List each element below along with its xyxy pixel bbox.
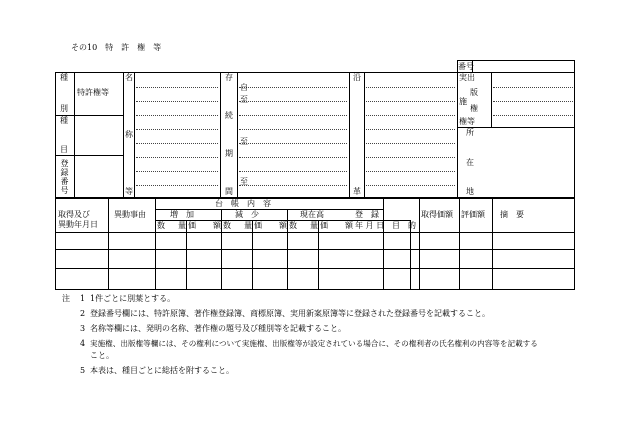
note-num: 2: [80, 309, 86, 318]
label-shumoku-2: 目: [60, 145, 68, 154]
label-ken-tou: 権等: [459, 117, 475, 126]
label-enkaku-1: 沿: [353, 73, 361, 82]
label-zouka: 増 加: [170, 210, 194, 219]
label-suu-2: 数: [223, 221, 231, 230]
label-tokkyo-ken-tou: 特許権等: [77, 88, 109, 97]
label-shi-2: 至: [240, 137, 248, 146]
label-shozaichi-1: 所: [466, 128, 474, 137]
label-ryou-3: 量: [310, 221, 318, 230]
label-ji: 自: [240, 83, 248, 92]
label-sonzoku-3: 期: [225, 149, 233, 158]
label-jisshi: 実出: [459, 73, 475, 82]
note-num: 4: [80, 339, 86, 348]
note-text-continued: こと。: [90, 351, 114, 360]
note-text: 1件ごとに別葉とする。: [90, 294, 176, 303]
top-register-section: [55, 72, 575, 198]
label-gaku-3: 額: [345, 221, 353, 230]
label-ryou-2: 量: [244, 221, 252, 230]
label-ryou-1: 量: [178, 221, 186, 230]
label-genshou: 減 少: [235, 210, 259, 219]
label-shutoku: 取得及び: [58, 210, 90, 219]
label-shutoku-kakaku: 取得価額: [421, 210, 453, 219]
number-label: 番号: [458, 62, 474, 71]
document-title: その10 特 許 権 等: [71, 43, 162, 52]
note-text: 登録番号欄には、特許原簿、著作権登録簿、商標原簿、実用新案原簿等に登録された登録番号を記載すること。: [90, 309, 490, 318]
note-num: 3: [80, 324, 86, 333]
label-kakaku-2: 価: [254, 221, 262, 230]
label-touroku: 登 録: [355, 210, 379, 219]
label-suu-1: 数: [157, 221, 165, 230]
label-shozaichi-2: 在: [466, 158, 474, 167]
label-idou-jiyuu: 異動事由: [114, 210, 146, 219]
label-sonzoku-2: 続: [225, 111, 233, 120]
note-num: 1: [80, 294, 86, 303]
label-touroku-bangou: 登録番号: [60, 159, 69, 195]
label-gaku-2: 額: [279, 221, 287, 230]
label-suu-3: 数: [289, 221, 297, 230]
label-han: 版: [470, 88, 478, 97]
label-kakaku-3: 価: [320, 221, 328, 230]
note-text: 実施権、出版権等欄には、その権利について実施権、出版権等が設定されている場合に、その権利者の氏名権利の内容等を記載する: [90, 339, 538, 348]
label-shi-ken-2: 権: [470, 104, 478, 113]
label-shi-ken-1: 施: [459, 97, 467, 106]
label-shumoku-1: 種: [60, 116, 68, 125]
label-mokuteki: 目 的: [392, 221, 416, 230]
label-hyouka-gaku: 評価額: [461, 210, 485, 219]
note-text: 名称等欄には、発明の名称、著作権の題号及び種別等を記載すること。: [90, 324, 346, 333]
label-sonzoku-4: 間: [225, 187, 233, 196]
label-shi-1: 至: [240, 95, 248, 104]
label-meishou-3: 等: [125, 187, 133, 196]
label-kakaku-1: 価: [188, 221, 196, 230]
label-tekiyou: 摘 要: [500, 210, 524, 219]
label-shubetsu-1: 種: [60, 73, 68, 82]
note-text: 本表は、種目ごとに総括を附すること。: [90, 366, 234, 375]
notes-label: 注: [62, 294, 70, 303]
label-daichou-naiyou: 台 帳 内 容: [215, 199, 271, 208]
label-sonzoku-1: 存: [225, 73, 233, 82]
label-meishou-2: 称: [125, 130, 133, 139]
label-shubetsu-2: 別: [60, 104, 68, 113]
label-nengappi: 年 月 日: [355, 221, 385, 230]
label-shi-3: 至: [240, 177, 248, 186]
label-genzaidaka: 現在高: [300, 210, 324, 219]
label-idou-nengappi: 異動年月日: [58, 220, 98, 229]
label-gaku-1: 額: [213, 221, 221, 230]
label-enkaku-2: 革: [353, 187, 361, 196]
label-meishou-1: 名: [125, 73, 133, 82]
note-num: 5: [80, 366, 86, 375]
label-shozaichi-3: 地: [466, 187, 474, 196]
